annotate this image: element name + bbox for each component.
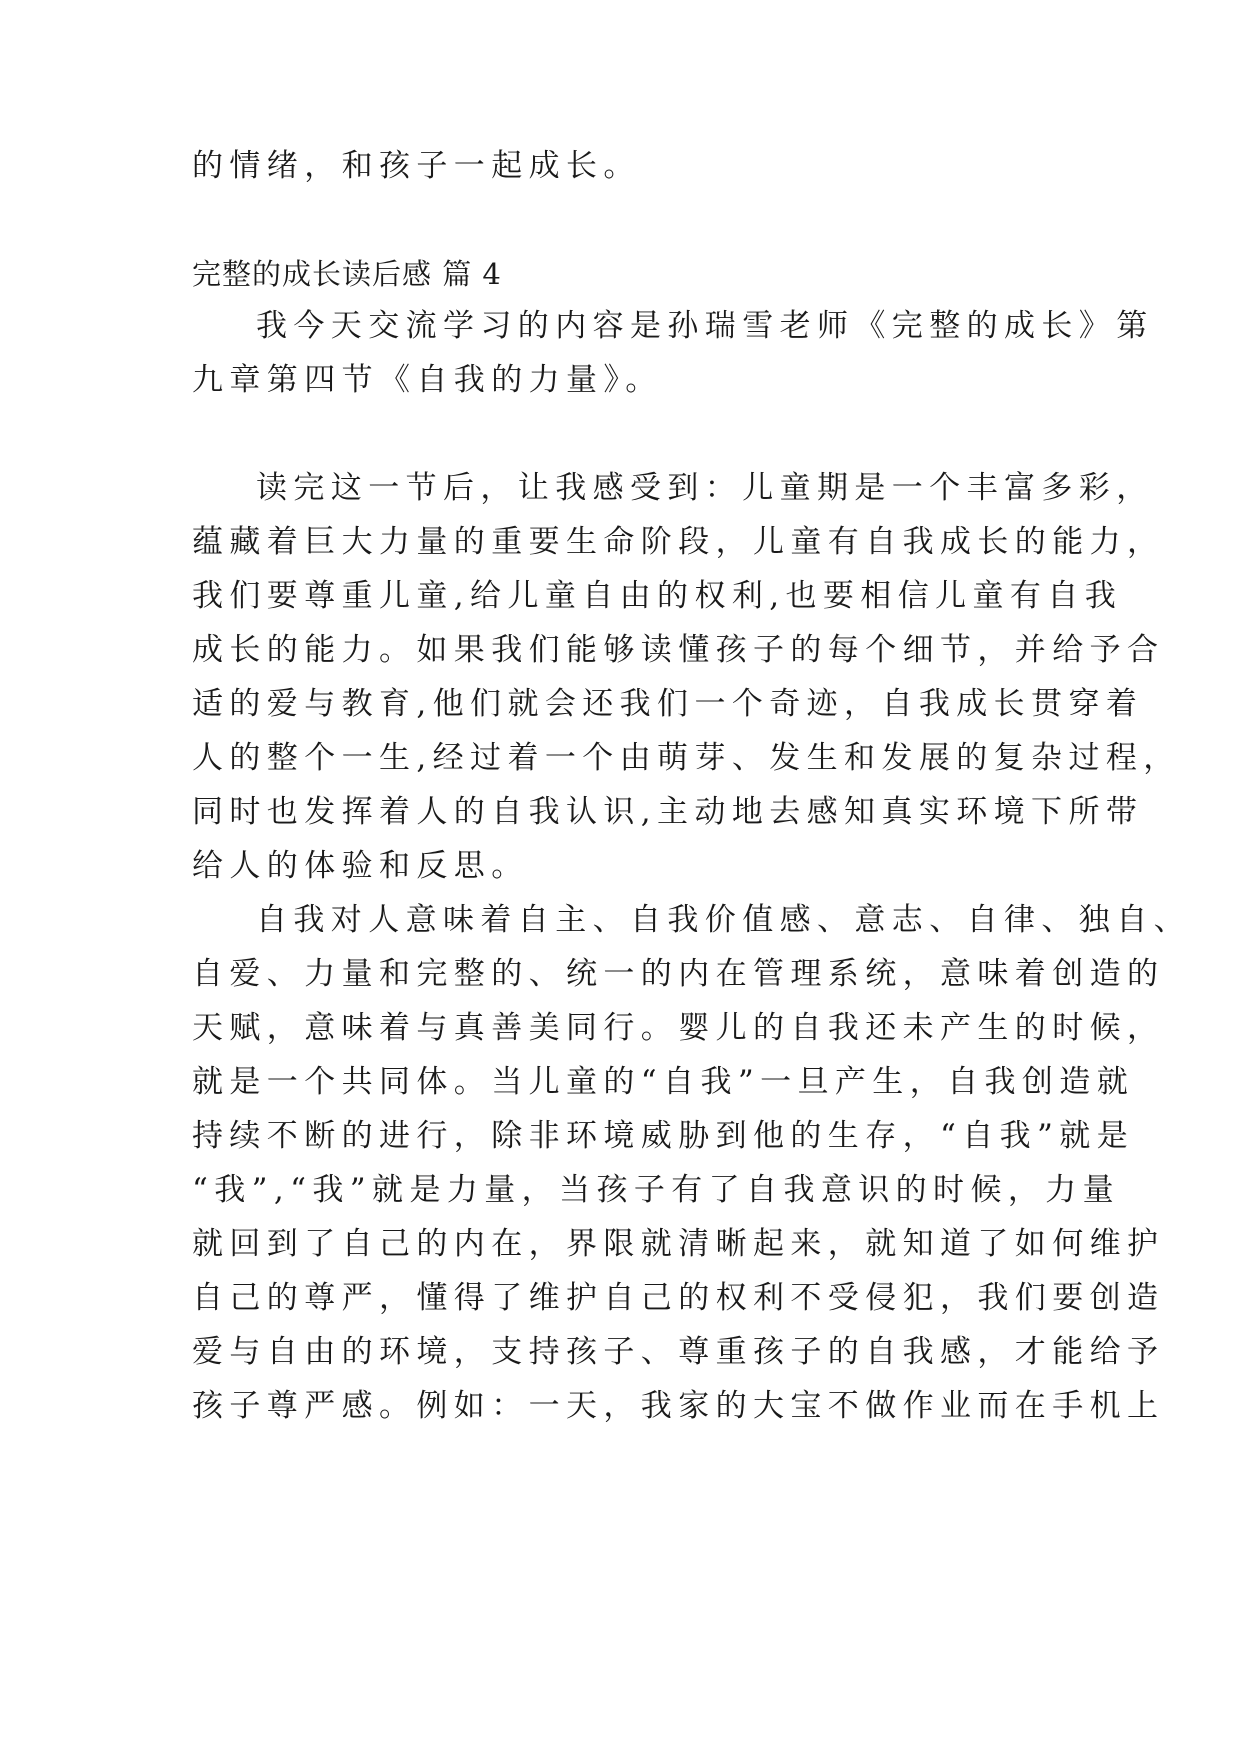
paragraph-line: “我”,“我”就是力量，当孩子有了自我意识的时候，力量 [192, 1172, 1121, 1208]
paragraph-line: 就回到了自己的内在，界限就清晰起来，就知道了如何维护 [192, 1226, 1165, 1262]
paragraph-line: 我今天交流学习的内容是孙瑞雪老师《完整的成长》第 [256, 308, 1154, 344]
paragraph-line: 持续不断的进行，除非环境威胁到他的生存，“自我”就是 [192, 1118, 1135, 1154]
paragraph-line: 蕴藏着巨大力量的重要生命阶段，儿童有自我成长的能力， [192, 524, 1165, 560]
paragraph-line: 适的爱与教育,他们就会还我们一个奇迹，自我成长贯穿着 [192, 686, 1144, 722]
paragraph-line: 自我对人意味着自主、自我价值感、意志、自律、独自、 [256, 902, 1191, 938]
paragraph-line: 读完这一节后，让我感受到：儿童期是一个丰富多彩， [256, 470, 1154, 506]
paragraph-line: 自爱、力量和完整的、统一的内在管理系统，意味着创造的 [192, 956, 1165, 992]
paragraph-line: 我们要尊重儿童,给儿童自由的权利,也要相信儿童有自我 [192, 578, 1123, 614]
paragraph-line: 成长的能力。如果我们能够读懂孩子的每个细节，并给予合 [192, 632, 1165, 668]
paragraph-line: 孩子尊严感。例如：一天，我家的大宝不做作业而在手机上 [192, 1388, 1165, 1424]
paragraph-line: 就是一个共同体。当儿童的“自我”一旦产生，自我创造就 [192, 1064, 1135, 1100]
prev-section-tail: 的情绪，和孩子一起成长。 [192, 148, 641, 184]
paragraph-line: 同时也发挥着人的自我认识,主动地去感知真实环境下所带 [192, 794, 1144, 830]
paragraph-line: 爱与自由的环境，支持孩子、尊重孩子的自我感，才能给予 [192, 1334, 1165, 1370]
paragraph-line: 天赋，意味着与真善美同行。婴儿的自我还未产生的时候， [192, 1010, 1165, 1046]
paragraph-line: 九章第四节《自我的力量》。 [192, 362, 663, 398]
paragraph-line: 给人的体验和反思。 [192, 848, 529, 884]
paragraph-line: 人的整个一生,经过着一个由萌芽、发生和发展的复杂过程， [192, 740, 1181, 776]
section-heading: 完整的成长读后感 篇 4 [192, 257, 502, 291]
paragraph-line: 自己的尊严，懂得了维护自己的权利不受侵犯，我们要创造 [192, 1280, 1165, 1316]
